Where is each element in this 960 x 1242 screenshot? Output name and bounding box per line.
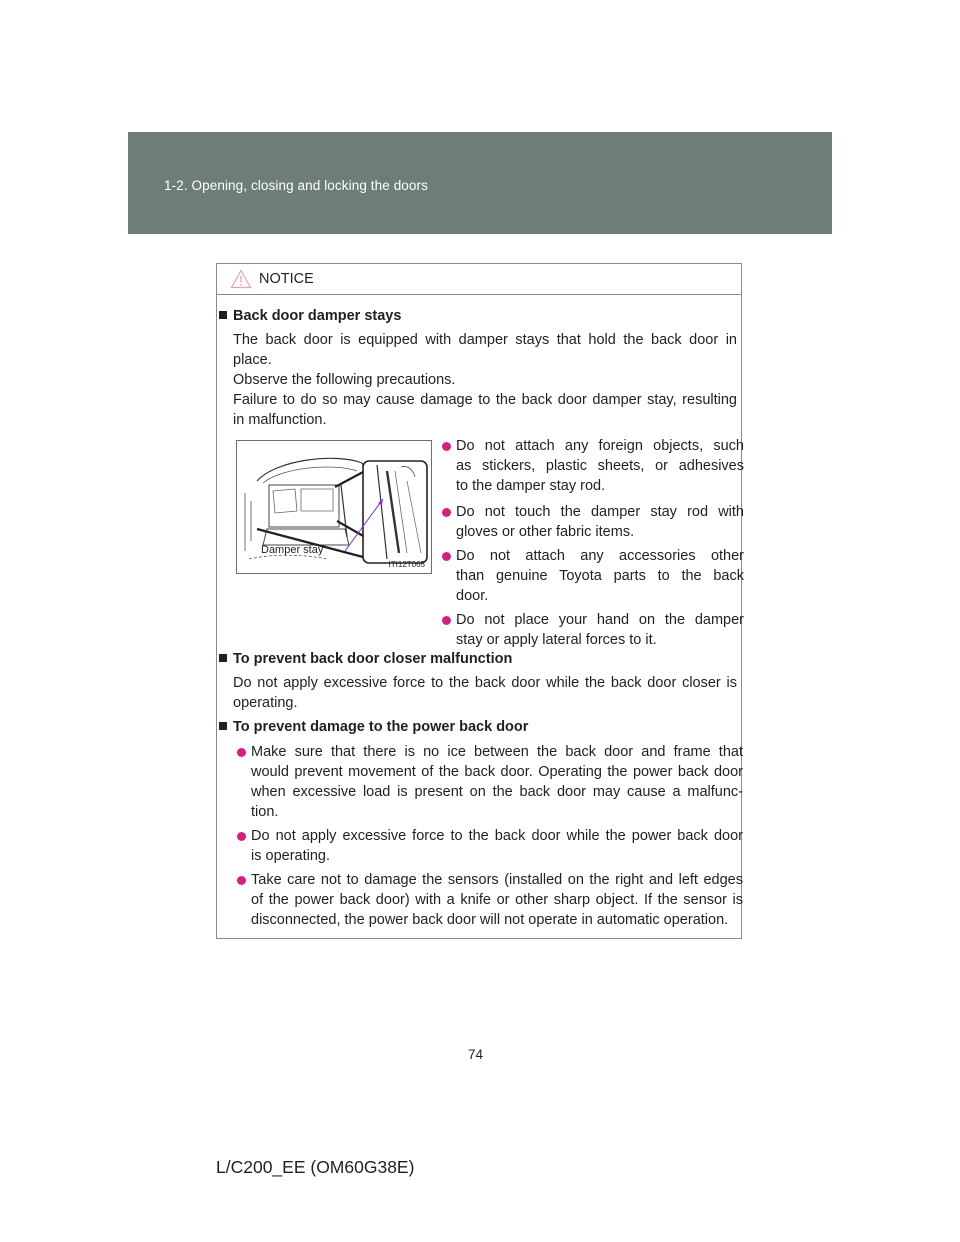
text-line: Make sure that there is no ice between the back door and frame that [251, 744, 743, 760]
square-bullet-icon [219, 722, 227, 730]
text-line: Do not attach any accessories other [456, 548, 744, 564]
warning-triangle-icon [230, 269, 252, 289]
model-code: L/C200_EE (OM60G38E) [216, 1157, 415, 1177]
square-bullet-icon [219, 654, 227, 662]
closer-heading: To prevent back door closer malfunction [219, 649, 512, 669]
text-line: to the damper stay rod. [456, 478, 606, 494]
damper-stay-figure [236, 440, 432, 574]
text-line: Failure to do so may cause damage to the back door damper stay, resulting [233, 392, 737, 408]
text-line: Do not apply excessive force to the back door while the back door closer is [233, 675, 737, 691]
damper-intro [233, 330, 737, 430]
text-line: stay or apply lateral forces to it. [456, 632, 657, 648]
text-line: than genuine Toyota parts to the back [456, 568, 744, 584]
text-line: in malfunction. [233, 412, 327, 428]
text-line: would prevent movement of the back door. Operating the power back door [251, 764, 743, 780]
damper-bullet [442, 502, 744, 542]
closer-text [233, 673, 737, 713]
damper-bullet [442, 610, 744, 650]
power-bullet [237, 826, 743, 866]
text-line: The back door is equipped with damper stays that hold the back door in [233, 332, 737, 348]
text-line: disconnected, the power back door will not operate in automatic operation. [251, 912, 729, 928]
notice-box [216, 263, 742, 939]
text-line: Observe the following precautions. [233, 372, 456, 388]
damper-bullet [442, 436, 744, 496]
text-line: door. [456, 588, 489, 604]
page-number: 74 [468, 1047, 484, 1062]
section-title: 1-2. Opening, closing and locking the doors [164, 178, 428, 193]
text-line: Do not apply excessive force to the back door while the power back door [251, 828, 743, 844]
text-line: as stickers, plastic sheets, or adhesives [456, 458, 744, 474]
text-line: Do not attach any foreign objects, such [456, 438, 744, 454]
text-line: Take care not to damage the sensors (installed on the right and left edges [251, 872, 743, 888]
text-line: tion. [251, 804, 279, 820]
text-line: when excessive load is present on the back door may cause a malfunc- [251, 784, 743, 800]
power-bullet [237, 870, 743, 930]
power-bullet [237, 742, 743, 822]
text-line: of the power back door) with a knife or other sharp object. If the sensor is [251, 892, 743, 908]
header-band [128, 132, 832, 234]
text-line: gloves or other fabric items. [456, 524, 635, 540]
text-line: Do not place your hand on the damper [456, 612, 744, 628]
text-line: is operating. [251, 848, 330, 864]
notice-header [217, 264, 741, 295]
figure-code: ITI12T065 [388, 560, 425, 569]
text-line: Do not touch the damper stay rod with [456, 504, 744, 520]
text-line: place. [233, 352, 272, 368]
notice-title: NOTICE [259, 271, 314, 287]
text-line: operating. [233, 695, 298, 711]
figure-label: Damper stay [261, 544, 324, 556]
damper-heading: Back door damper stays [219, 306, 401, 326]
square-bullet-icon [219, 311, 227, 319]
power-heading: To prevent damage to the power back door [219, 717, 528, 737]
damper-bullet [442, 546, 744, 606]
